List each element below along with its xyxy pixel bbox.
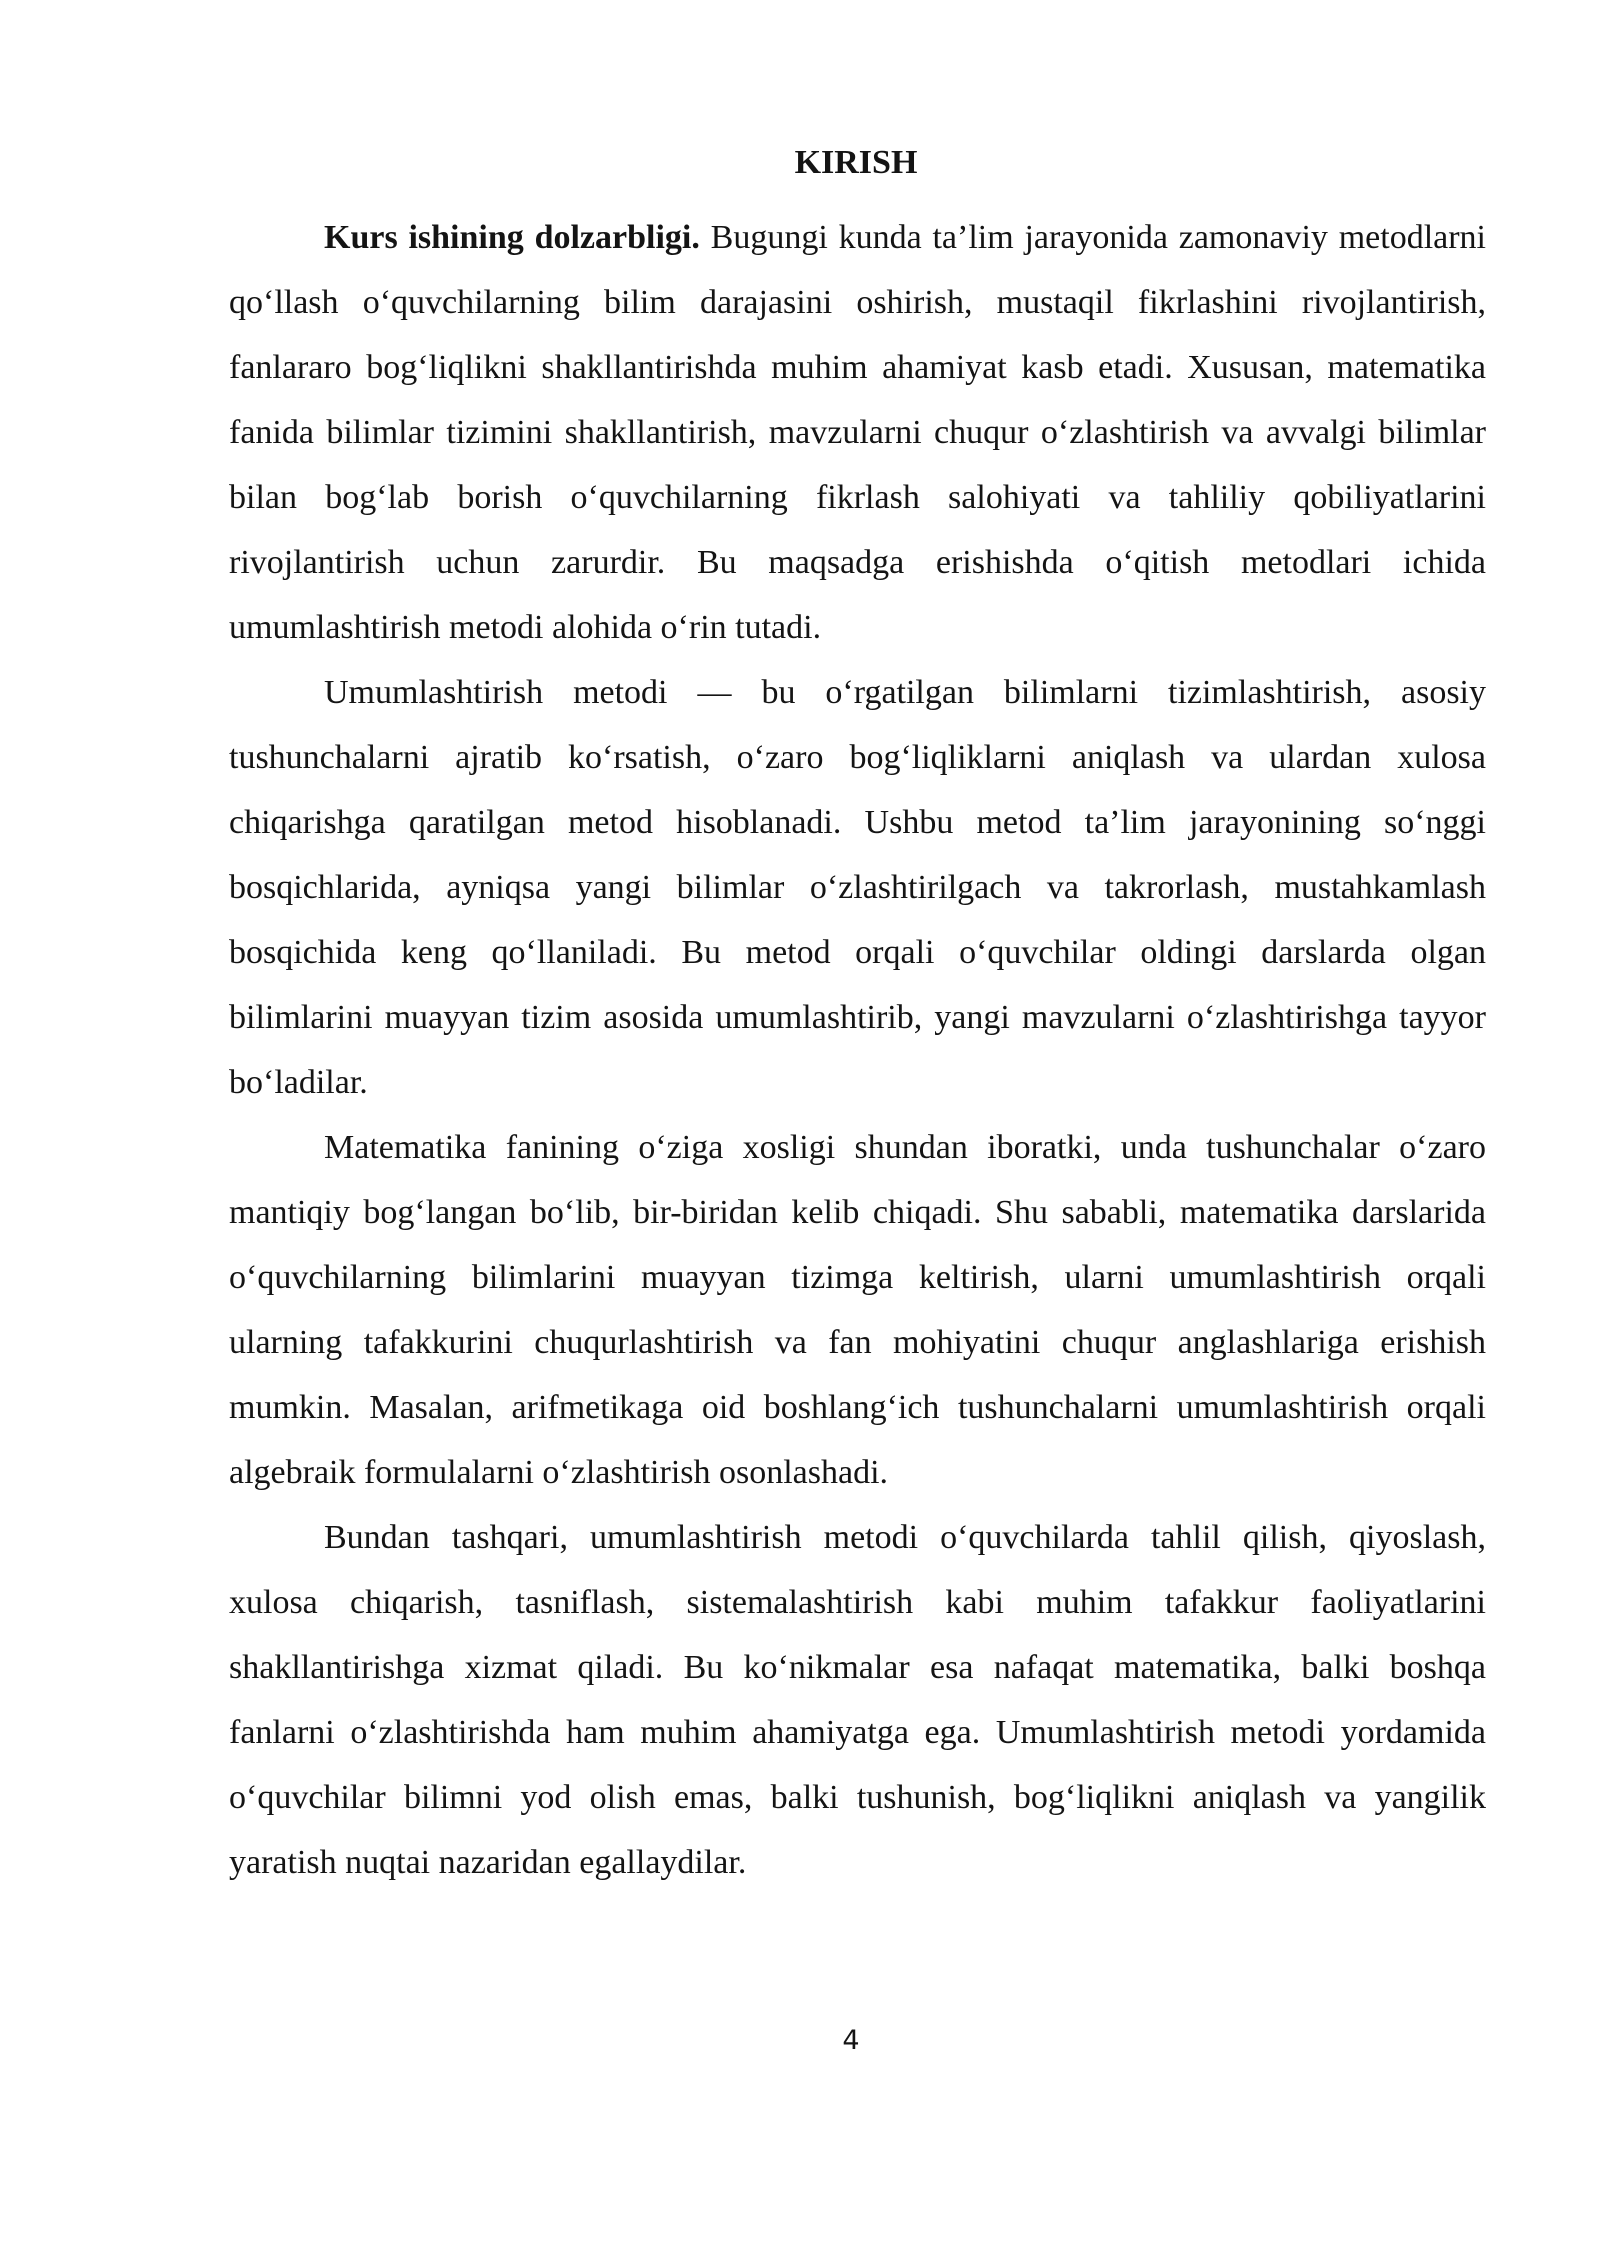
paragraph-1	[229, 205, 1486, 660]
paragraph-1-lead: Kurs ishining dolzarbligi.	[324, 219, 700, 256]
page-number: 4	[842, 2025, 860, 2056]
paragraph-3: Matematika fanining o‘ziga xosligi shundan iboratki, unda tushunchalar o‘zaro mantiqiy bog‘langan bo‘lib, bir-biridan kelib chiqadi. Shu sababli, matematika darslarida o‘quvchilarning bilimlarini muayyan tizimga keltirish, ularni umumlashtirish orqali ularning tafakkurini chuqurlashtirish va fan mohiyatini chuqur anglashlariga erishish mumkin. Masalan, arifmetikaga oid boshlang‘ich tushunchalarni umumlashtirish orqali algebraik formulalarni o‘zlashtirish osonlashadi.	[229, 1129, 1486, 1491]
paragraph-2: Umumlashtirish metodi — bu o‘rgatilgan bilimlarni tizimlashtirish, asosiy tushunchalarni ajratib ko‘rsatish, o‘zaro bog‘liqliklarni aniqlash va ulardan xulosa chiqarishga qaratilgan metod hisoblanadi. Ushbu metod ta’lim jarayonining so‘nggi bosqichlarida, ayniqsa yangi bilimlar o‘zlashtirilgach va takrorlash, mustahkamlash bosqichida keng qo‘llaniladi. Bu metod orqali o‘quvchilar oldingi darslarda olgan bilimlarini muayyan tizim asosida umumlashtirib, yangi mavzularni o‘zlashtirishga tayyor bo‘ladilar.	[229, 674, 1486, 1101]
body-text	[229, 205, 1486, 1895]
paragraph-4: Bundan tashqari, umumlashtirish metodi o‘quvchilarda tahlil qilish, qiyoslash, xulosa chiqarish, tasniflash, sistemalashtirish kabi muhim tafakkur faoliyatlarini shakllantirishga xizmat qiladi. Bu ko‘nikmalar esa nafaqat matematika, balki boshqa fanlarni o‘zlashtirishda ham muhim ahamiyatga ega. Umumlashtirish metodi yordamida o‘quvchilar bilimni yod olish emas, balki tushunish, bog‘liqlikni aniqlash va yangilik yaratish nuqtai nazaridan egallaydilar.	[229, 1519, 1486, 1881]
section-heading: KIRISH	[794, 144, 918, 181]
paragraph-1-text: Bugungi kunda ta’lim jarayonida zamonaviy metodlarni qo‘llash o‘quvchilarning bilim darajasini oshirish, mustaqil fikrlashini rivojlantirish, fanlararo bog‘liqlikni shakllantirishda muhim ahamiyat kasb etadi. Xususan, matematika fanida bilimlar tizimini shakllantirish, mavzularni chuqur o‘zlashtirish va avvalgi bilimlar bilan bog‘lab borish o‘quvchilarning fikrlash salohiyati va tahliliy qobiliyatlarini rivojlantirish uchun zarurdir. Bu maqsadga erishishda o‘qitish metodlari ichida umumlashtirish metodi alohida o‘rin tutadi.	[229, 219, 1486, 646]
